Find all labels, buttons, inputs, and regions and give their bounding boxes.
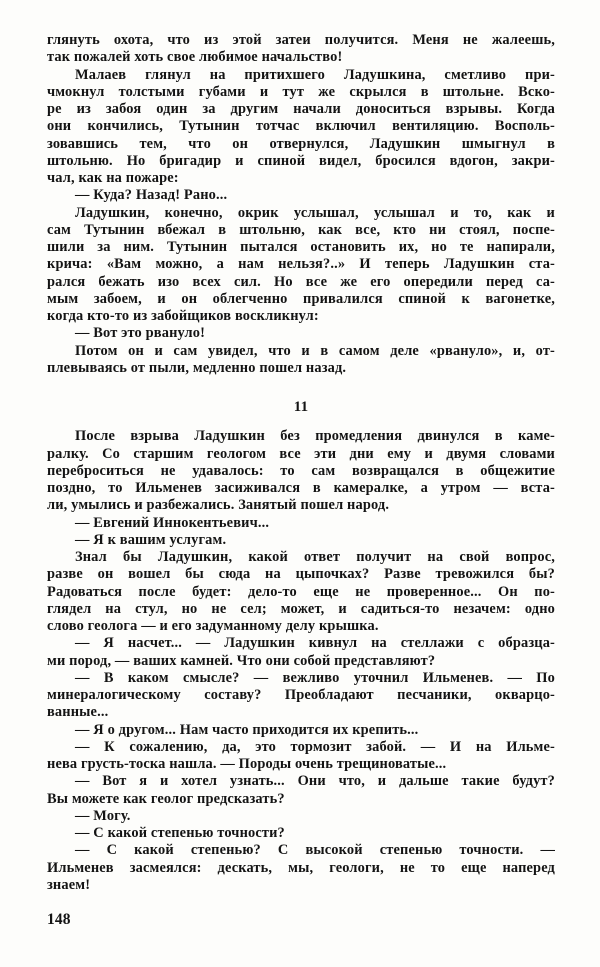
paragraph <box>47 549 555 635</box>
text-line: знаем! <box>47 876 91 893</box>
text-line: — Вот это рвануло! <box>75 325 206 342</box>
paragraph <box>47 773 555 808</box>
text-line: — Евгений Иннокентьевич... <box>75 514 270 531</box>
paragraph <box>47 515 555 532</box>
text-line: шили за ним. Тутынин пытался остановить их, но те напирали, <box>47 239 555 255</box>
text-line: крича: «Вам можно, а нам нельзя?..» И теперь Ладушкин ста- <box>47 256 555 273</box>
paragraph <box>47 825 555 842</box>
text-line: — В каком смысле? — вежливо уточнил Ильменев. — По <box>75 669 555 686</box>
text-line: штольню. Но бригадир и спиной видел, бросился вдогон, закри- <box>47 152 555 169</box>
section-heading: 11 <box>293 399 309 415</box>
text-line: поздно, то Ильменев засиживался в камералке, а утром — вста- <box>47 480 555 496</box>
text-line: они кончились, Тутынин тотчас включил вентиляцию. Восполь- <box>47 118 555 135</box>
text-line: ралку. Со старшим геологом все эти дни ему и двумя словами <box>47 445 555 462</box>
text-line: — Я насчет... — Ладушкин кивнул на стеллажи с образца- <box>75 635 555 652</box>
text-line: сам Тутынин вбежал в штольню, как все, кто ни стоял, поспе- <box>47 221 555 238</box>
text-block <box>47 32 555 928</box>
text-line: Ладушкин, конечно, окрик услышал, услышал и то, как и <box>75 204 555 221</box>
paragraph <box>47 635 555 670</box>
text-line: слово геолога — и его задуманному делу крышка. <box>47 618 379 634</box>
paragraph <box>47 343 555 378</box>
paragraph <box>47 67 555 188</box>
text-line: Потом он и сам увидел, что и в самом деле «рвануло», и, от- <box>75 342 555 359</box>
paragraph <box>47 428 555 514</box>
paragraph <box>47 808 555 825</box>
text-line: — Могу. <box>75 807 131 824</box>
text-line: — Я о другом... Нам часто приходится их крепить... <box>75 721 419 738</box>
text-line: рался бежать изо всех сил. Но все же его опередили перед са- <box>47 273 555 290</box>
paragraph <box>47 670 555 722</box>
text-line: переброситься не удавалось: то сам возвращался в общежитие <box>47 462 555 479</box>
text-line: ли, умылись и разбежались. Занятый пошел народ. <box>47 497 390 514</box>
text-line: плевываясь от пыли, медленно пошел назад. <box>47 359 347 376</box>
text-line: ванные... <box>47 704 109 721</box>
text-line: ре из забоя один за другим начали доноситься взрывы. Когда <box>47 101 555 117</box>
text-line: чмокнул толстыми губами и тут же скрылся в штольне. Вско- <box>47 83 555 100</box>
paragraph <box>47 32 555 67</box>
text-line: Ильменев засмеялся: дескать, мы, геологи, не то еще наперед <box>47 859 555 876</box>
text-line: глянуть охота, что из этой затеи получится. Меня не жалеешь, <box>47 32 555 48</box>
text-line: — Я к вашим услугам. <box>75 531 227 548</box>
paragraph <box>47 187 555 204</box>
text-line: ми пород, — ваших камней. Что они собой представляют? <box>47 652 436 669</box>
text-line: — К сожалению, да, это тормозит забой. — И на Ильме- <box>75 738 555 755</box>
text-line: зовавшись тем, что он отвернулся, Ладушкин шмыгнул в <box>47 135 555 152</box>
paragraph <box>47 325 555 342</box>
text-line: разве он вошел бы сюда на цыпочках? Разве тревожился бы? <box>47 566 555 583</box>
text-line: — Куда? Назад! Рано... <box>75 187 228 204</box>
text-line: мым забоем, и он облегченно привалился спиной к вагонетке, <box>47 290 555 307</box>
paragraph <box>47 205 555 326</box>
text-line: Знал бы Ладушкин, какой ответ получит на свой вопрос, <box>75 549 555 565</box>
text-line: Малаев глянул на притихшего Ладушкина, сметливо при- <box>75 66 555 83</box>
text-line: — С какой степенью точности? <box>75 825 285 841</box>
paragraph <box>47 739 555 774</box>
text-line: так пожалей хоть свое любимое начальство! <box>47 49 343 66</box>
text-line: — Вот я и хотел узнать... Они что, и дальше такие будут? <box>75 773 555 790</box>
text-line: После взрыва Ладушкин без промедления двинулся в каме- <box>75 428 555 445</box>
text-line: Радоваться после будет: дело-то еще не проверенное... Он по- <box>47 583 555 600</box>
text-line: глядел на стул, но не сел; может, и садиться-то незачем: одно <box>47 600 555 617</box>
text-line: когда кто-то из забойщиков воскликнул: <box>47 308 319 324</box>
paragraph <box>47 532 555 549</box>
text-line: нева грусть-тоска нашла. — Породы очень трещиноватые... <box>47 756 447 772</box>
paragraph <box>47 842 555 894</box>
text-line: минералогическому составу? Преобладают песчаники, окварцо- <box>47 687 555 703</box>
text-line: — С какой степенью? С высокой степенью точности. — <box>75 842 555 859</box>
paragraph <box>47 722 555 739</box>
text-line: чал, как на пожаре: <box>47 170 179 186</box>
page-number: 148 <box>47 911 71 928</box>
text-line: Вы можете как геолог предсказать? <box>47 790 285 807</box>
